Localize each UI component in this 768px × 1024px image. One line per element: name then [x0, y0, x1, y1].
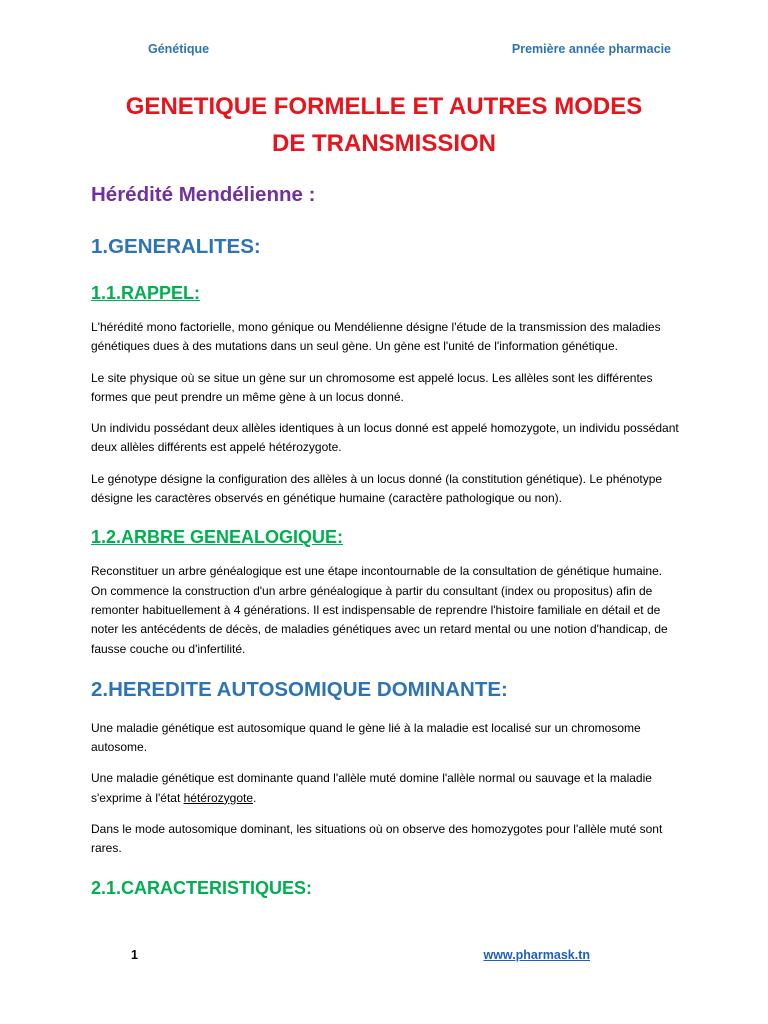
- paragraph-autosomique-2-end: .: [253, 790, 257, 805]
- paragraph-arbre-1: Reconstituer un arbre généalogique est une étape incontournable de la consultation de génétique humaine. On commence la construction d'un arbre généalogique à partir du consultant (index ou propositus) afin de remonter habituellement à 4 générations. Il est indispensable de reprendre l'histoire familiale en détail et de noter les antécédents de décès, de maladies génétiques avec un retard mental ou une notion d'handicap, de fausse couche ou d'infertilité.: [91, 564, 668, 656]
- footer-website-link[interactable]: www.pharmask.tn: [483, 948, 590, 962]
- heading-heredite-mendelienne: Hérédité Mendélienne :: [91, 183, 316, 206]
- heading-heredite-autosomique: 2.HEREDITE AUTOSOMIQUE DOMINANTE:: [91, 677, 508, 701]
- page-number: 1: [131, 948, 138, 962]
- document-body: [91, 180, 681, 913]
- header-level: Première année pharmacie: [511, 42, 671, 56]
- heading-rappel-text: 1.1.RAPPEL:: [91, 283, 201, 303]
- paragraph-autosomique-3: Dans le mode autosomique dominant, les situations où on observe des homozygotes pour l'allèle muté sont rares.: [91, 822, 663, 856]
- heading-caracteristiques: 2.1.CARACTERISTIQUES:: [91, 877, 313, 898]
- document-title-line-1: GENETIQUE FORMELLE ET AUTRES MODES: [125, 93, 643, 120]
- header-subject: Génétique: [148, 42, 210, 56]
- heading-rappel: [91, 280, 681, 306]
- heading-generalites: 1.GENERALITES:: [91, 235, 261, 258]
- paragraph-rappel-3: Un individu possédant deux allèles identiques à un locus donné est appelé homozygote, un individu possédant deux allèles différents est appelé hétérozygote.: [91, 421, 679, 455]
- paragraph-rappel-4: Le génotype désigne la configuration des allèles à un locus donné (la constitution génétique). Le phénotype désigne les caractères observés en génétique humaine (caractère pathologique ou non).: [91, 471, 663, 506]
- paragraph-rappel-1: L'hérédité mono factorielle, mono génique ou Mendélienne désigne l'étude de la transmission des maladies génétiques dues à des mutations dans un seul gène. Un gène est l'unité de l'information génétique.: [91, 320, 661, 354]
- heterozygote-link[interactable]: hétérozygote: [183, 790, 254, 805]
- paragraph-rappel-2: Le site physique où se situe un gène sur un chromosome est appelé locus. Les allèles sont les différentes formes que peut prendre un même gène à un locus donné.: [91, 370, 653, 404]
- paragraph-autosomique-1: Une maladie génétique est autosomique quand le gène lié à la maladie est localisé sur un chromosome autosome.: [91, 720, 641, 755]
- paragraph-autosomique-2: [91, 769, 681, 808]
- document-title-line-2: DE TRANSMISSION: [271, 130, 496, 157]
- paragraph-autosomique-2-start: Une maladie génétique est dominante quand l'allèle muté domine l'allèle normal ou sauvage et la maladie s'exprime à l'état: [91, 771, 652, 805]
- heading-arbre-genealogique: [91, 524, 681, 550]
- document-title: [90, 88, 678, 162]
- heading-arbre-text: 1.2.ARBRE GENEALOGIQUE:: [91, 527, 344, 548]
